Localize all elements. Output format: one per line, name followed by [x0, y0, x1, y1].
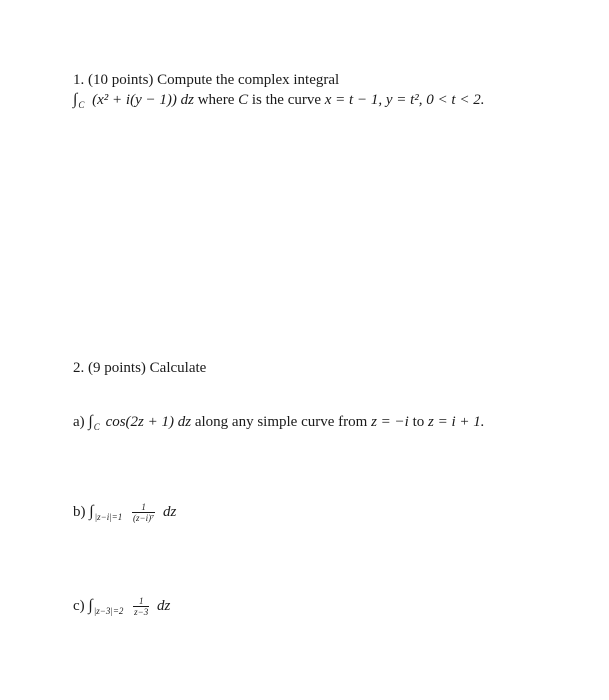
fraction-numerator: 1 — [132, 502, 155, 513]
where-text: where — [197, 92, 235, 108]
curve-variable: C — [238, 92, 249, 108]
part-b-label: b) — [73, 504, 86, 520]
to-text: to — [412, 414, 425, 430]
integrand: cos(2z + 1) dz — [105, 414, 192, 430]
integral-subscript: |z−3|=2 — [93, 606, 124, 616]
dz: dz — [156, 598, 171, 614]
part-a-label: a) — [73, 414, 85, 430]
integrand: (x² + i(y − 1)) dz — [92, 92, 194, 108]
problem-1-header: 1. (10 points) Compute the complex integral — [73, 72, 340, 88]
curve-description: is the curve — [251, 92, 322, 108]
fraction-numerator: 1 — [133, 596, 149, 607]
problem-2-part-c — [73, 596, 170, 621]
integral-sign: ∫ — [88, 597, 93, 614]
fraction-denominator: (z−i)⁷ — [133, 513, 155, 524]
problem-1-integral-line — [73, 90, 484, 115]
integral-sign: ∫ — [89, 503, 94, 520]
from-equation: z = −i — [371, 414, 409, 430]
part-c-label: c) — [73, 598, 85, 614]
integral-sign: ∫ — [88, 413, 93, 430]
integral-sign: ∫ — [73, 91, 78, 108]
integral-subscript: C — [93, 422, 100, 432]
dz: dz — [162, 504, 177, 520]
problem-2-part-b — [73, 502, 176, 527]
fraction-denominator: z−3 — [134, 607, 149, 618]
integral-subscript: C — [78, 100, 85, 110]
problem-2-header: 2. (9 points) Calculate — [73, 360, 207, 376]
curve-equation: x = t − 1, y = t², 0 < t < 2. — [324, 92, 485, 108]
fraction — [132, 502, 155, 523]
to-equation: z = i + 1. — [427, 414, 485, 430]
integral-subscript: |z−i|=1 — [94, 512, 123, 522]
fraction — [133, 596, 149, 617]
part-a-tail: along any simple curve from — [194, 414, 368, 430]
problem-2-part-a — [73, 412, 484, 437]
